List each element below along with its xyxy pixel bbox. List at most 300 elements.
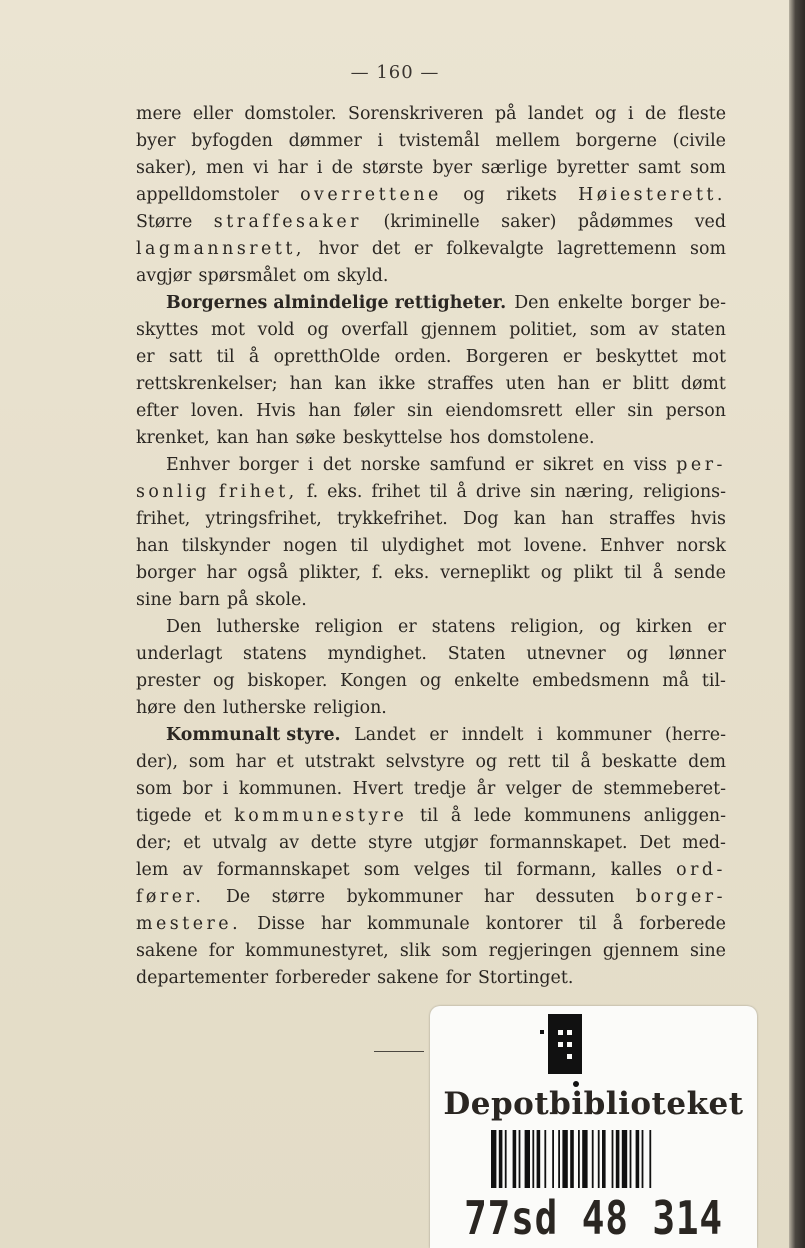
text-word: skyttes — [136, 320, 199, 340]
text-word: opretthOlde — [273, 347, 381, 367]
text-word: kommunens — [524, 806, 631, 826]
text-word: sine — [136, 590, 172, 610]
text-word: å — [612, 914, 624, 934]
text-line — [136, 911, 726, 938]
text-line — [136, 641, 726, 668]
text-word: kan — [334, 374, 367, 394]
text-word: krenket, — [136, 428, 210, 448]
text-word: hos — [449, 428, 481, 448]
text-word: politiet, — [509, 320, 578, 340]
text-word: slik — [399, 941, 431, 961]
text-word: lutherske — [216, 617, 300, 637]
text-word: som — [689, 158, 726, 178]
text-word: lutherske — [222, 698, 307, 718]
text-word: eks. — [327, 482, 363, 502]
text-line — [136, 830, 726, 857]
text-word: kan — [513, 509, 546, 529]
text-word: og — [475, 752, 498, 772]
text-word: norske — [360, 455, 421, 475]
text-word: til — [350, 536, 369, 556]
text-word: å — [580, 752, 591, 772]
text-word: domstoler. — [244, 104, 337, 124]
text-word: høre — [136, 698, 177, 718]
text-word: religion. — [313, 698, 387, 718]
text-word: fleste — [677, 104, 726, 124]
text-word: prester — [136, 671, 201, 691]
text-word: De — [225, 887, 251, 907]
text-word: appelldomstoler — [136, 185, 279, 205]
text-word: staten — [671, 320, 726, 340]
text-word: verneplikt — [440, 563, 530, 583]
text-line — [136, 884, 726, 911]
body-text — [136, 101, 726, 992]
text-word: de — [331, 158, 354, 178]
text-line — [136, 668, 726, 695]
text-word: religion — [314, 617, 383, 637]
text-word: kirken — [635, 617, 693, 637]
text-word: han — [557, 374, 591, 394]
text-word: f. — [306, 482, 319, 502]
text-word: tigede — [136, 806, 192, 826]
text-word: næring, — [564, 482, 635, 502]
text-word: overfall — [341, 320, 409, 340]
text-word: Den — [514, 293, 550, 313]
text-word: på — [227, 590, 249, 610]
text-line — [136, 182, 726, 209]
text-line — [136, 290, 726, 317]
text-word: mot — [211, 320, 245, 340]
text-word: til — [484, 860, 503, 880]
text-line — [136, 614, 726, 641]
text-word: ytringsfrihet, — [205, 509, 322, 529]
text-line — [136, 479, 726, 506]
text-line — [136, 101, 726, 128]
text-word: har — [206, 563, 237, 583]
text-word: å — [450, 806, 462, 826]
text-word: saker) — [501, 212, 557, 232]
text-word: blitt — [632, 374, 669, 394]
text-word: sikret — [542, 455, 594, 475]
text-word: i — [307, 455, 314, 475]
text-word: be- — [698, 293, 726, 313]
text-word: men — [205, 158, 244, 178]
text-word: som — [589, 320, 626, 340]
text-word: regjeringen — [488, 941, 592, 961]
barcode-icon — [491, 1130, 699, 1188]
text-word: og — [213, 671, 235, 691]
text-word: orden. — [394, 347, 452, 367]
text-word: har — [235, 752, 266, 772]
book-spine-edge — [789, 0, 805, 1248]
text-word: statens — [243, 644, 307, 664]
text-word: eks. — [394, 563, 430, 583]
text-line — [136, 209, 726, 236]
text-word: kommunestyret, — [245, 941, 389, 961]
text-word: kommunale — [367, 914, 470, 934]
text-word: saker), — [136, 158, 197, 178]
text-word: religions- — [643, 482, 726, 502]
text-word: velger — [505, 779, 562, 799]
text-word: i — [537, 725, 543, 745]
text-word: hvor — [318, 239, 359, 259]
text-word: å — [248, 347, 260, 367]
text-word: i — [377, 131, 384, 151]
text-word: Høiesterett. — [578, 185, 726, 205]
page-number: — 160 — — [350, 62, 440, 83]
text-word: vi — [253, 158, 269, 178]
text-word: borgerne — [575, 131, 657, 151]
text-line — [136, 344, 726, 371]
text-word: og — [626, 644, 649, 664]
text-word: ord- — [676, 860, 726, 880]
text-word: Hvert — [352, 779, 404, 799]
shelf-number: 77sd 48 314 — [464, 1191, 723, 1245]
text-word: kommuner — [556, 725, 652, 745]
text-word: Borgernes almindelige rettigheter. — [166, 293, 507, 313]
text-word: lede — [474, 806, 512, 826]
text-word: det — [371, 239, 401, 259]
text-word: utgjør — [424, 833, 478, 853]
text-word: per- — [676, 455, 726, 475]
text-word: å — [652, 563, 664, 583]
depotbiblioteket-logo-icon — [535, 1010, 595, 1090]
text-word: mot — [692, 347, 726, 367]
text-word: av — [638, 320, 659, 340]
text-word: sakene — [377, 968, 439, 988]
text-word: trykkefrihet. — [337, 509, 448, 529]
text-word: beskyttelse — [342, 428, 443, 448]
text-word: er — [707, 617, 726, 637]
text-word: han — [136, 536, 169, 556]
text-word: underlagt — [136, 644, 223, 664]
text-word: har — [277, 158, 308, 178]
text-word: samt — [637, 158, 681, 178]
text-word: sin — [627, 401, 654, 421]
text-word: enkelte — [454, 671, 520, 691]
text-word: særlige — [481, 158, 548, 178]
text-word: plikt — [573, 563, 613, 583]
text-word: for — [208, 941, 234, 961]
text-word: som — [441, 941, 478, 961]
text-word: er — [562, 347, 582, 367]
text-word: dømmer — [288, 131, 362, 151]
text-word: eiendomsrett — [445, 401, 563, 421]
text-word: borger- — [635, 887, 726, 907]
text-word: mot — [477, 536, 512, 556]
text-word: han — [561, 509, 594, 529]
text-word: han — [308, 401, 342, 421]
text-word: forberede — [639, 914, 726, 934]
text-word: straffesaker — [213, 212, 362, 232]
text-word: (herre- — [664, 725, 726, 745]
text-word: lagrettemenn — [557, 239, 677, 259]
text-word: mellem — [495, 131, 561, 151]
text-word: Enhver — [600, 536, 664, 556]
text-word: beskyttet — [595, 347, 678, 367]
text-word: avgjør — [136, 266, 192, 286]
text-word: plikter, — [298, 563, 361, 583]
text-word: dømt — [680, 374, 726, 394]
text-word: har — [484, 887, 514, 907]
text-word: har — [321, 914, 351, 934]
text-word: pådømmes — [577, 212, 674, 232]
text-word: mestere. — [136, 914, 242, 934]
text-word: den — [183, 698, 216, 718]
text-word: fører. — [136, 887, 205, 907]
text-word: er — [413, 239, 433, 259]
text-line — [136, 749, 726, 776]
text-word: og — [599, 617, 621, 637]
text-word: sin — [407, 401, 433, 421]
text-word: rettskrenkelser; — [136, 374, 278, 394]
text-word: et — [183, 833, 201, 853]
text-word: Kongen — [340, 671, 407, 691]
text-word: på — [494, 104, 517, 124]
text-line — [136, 722, 726, 749]
text-word: formannskapet. — [489, 833, 628, 853]
text-word: lovene. — [523, 536, 588, 556]
text-word: til — [429, 482, 448, 502]
text-word: f. — [371, 563, 384, 583]
text-word: lagmannsrett, — [136, 239, 305, 259]
text-word: Staten — [447, 644, 506, 664]
text-word: bor — [182, 779, 213, 799]
text-line — [136, 965, 726, 992]
text-word: føler — [353, 401, 395, 421]
end-divider-rule — [374, 1051, 424, 1052]
text-word: barn — [178, 590, 220, 610]
text-word: sakene — [136, 941, 198, 961]
text-word: statens — [431, 617, 496, 637]
text-word: og — [463, 185, 485, 205]
text-word: (kriminelle — [383, 212, 480, 232]
text-word: enkelte — [557, 293, 623, 313]
text-line — [136, 560, 726, 587]
text-word: i — [316, 158, 323, 178]
text-word: byer — [136, 131, 176, 151]
text-word: skole. — [255, 590, 307, 610]
text-word: gjennem — [602, 941, 679, 961]
text-word: biskoper. — [247, 671, 328, 691]
text-word: til- — [701, 671, 726, 691]
text-word: i — [627, 104, 634, 124]
text-word: de — [645, 104, 667, 124]
text-word: sonlig — [136, 482, 210, 502]
text-word: til — [623, 563, 642, 583]
text-line — [136, 938, 726, 965]
text-word: om — [302, 266, 330, 286]
text-word: byer — [432, 158, 473, 178]
text-word: sine — [690, 941, 726, 961]
text-word: et — [204, 806, 222, 826]
text-word: største — [362, 158, 424, 178]
text-word: eller — [574, 401, 615, 421]
text-word: satt — [168, 347, 203, 367]
text-word: ulydighet — [381, 536, 465, 556]
text-word: han — [255, 428, 289, 448]
text-word: byfogden — [191, 131, 273, 151]
text-word: kommunestyre — [234, 806, 408, 826]
text-word: utstrakt — [304, 752, 375, 772]
text-word: Hvis — [256, 401, 296, 421]
text-word: dessuten — [535, 887, 615, 907]
text-word: dette — [310, 833, 357, 853]
text-word: frihet, — [218, 482, 298, 502]
text-word: med- — [682, 833, 726, 853]
text-word: stemmeberet- — [603, 779, 726, 799]
text-word: til — [216, 347, 235, 367]
text-line — [136, 236, 726, 263]
text-word: han — [289, 374, 323, 394]
text-word: utvalg — [212, 833, 268, 853]
text-word: av — [278, 833, 300, 853]
text-word: styre — [368, 833, 413, 853]
text-word: lem — [136, 860, 169, 880]
text-line — [136, 371, 726, 398]
text-word: som — [363, 860, 400, 880]
text-line — [136, 263, 726, 290]
text-word: samfund — [429, 455, 506, 475]
text-word: søke — [295, 428, 336, 448]
text-word: myndighet. — [327, 644, 427, 664]
text-word: Stortinget. — [477, 968, 574, 988]
text-word: som — [690, 239, 726, 259]
text-word: å — [456, 482, 467, 502]
text-word: de — [571, 779, 594, 799]
text-line — [136, 317, 726, 344]
text-word: er — [136, 347, 155, 367]
text-word: vold — [257, 320, 295, 340]
text-word: inndelt — [461, 725, 524, 745]
text-word: straffes — [609, 509, 676, 529]
text-word: Større — [136, 212, 193, 232]
text-word: en — [602, 455, 625, 475]
text-word: bykommuner — [346, 887, 463, 907]
text-word: efter — [136, 401, 179, 421]
text-word: sin — [530, 482, 556, 502]
text-word: Det — [639, 833, 671, 853]
text-line — [136, 776, 726, 803]
text-word: der), — [136, 752, 179, 772]
text-word: byretter — [556, 158, 629, 178]
text-word: til — [420, 806, 439, 826]
text-word: frihet, — [136, 509, 191, 529]
text-word: nogen — [282, 536, 338, 556]
text-word: borger — [238, 455, 299, 475]
text-word: domstolene. — [487, 428, 595, 448]
text-word: norsk — [676, 536, 726, 556]
text-line — [136, 695, 726, 722]
text-word: er — [514, 455, 534, 475]
text-word: overrettene — [300, 185, 442, 205]
text-word: tvistemål — [398, 131, 480, 151]
text-word: hvis — [690, 509, 726, 529]
text-word: formannskapet — [216, 860, 350, 880]
text-word: velges — [413, 860, 470, 880]
text-word: departementer — [136, 968, 269, 988]
text-word: kontorer — [485, 914, 563, 934]
text-word: og — [419, 671, 442, 691]
text-word: til — [578, 914, 597, 934]
text-word: og — [540, 563, 563, 583]
text-line — [136, 128, 726, 155]
text-word: landet — [527, 104, 584, 124]
text-line — [136, 506, 726, 533]
text-word: til — [551, 752, 570, 772]
text-word: der; — [136, 833, 172, 853]
text-word: dem — [688, 752, 726, 772]
text-word: lønner — [668, 644, 726, 664]
text-word: drive — [475, 482, 521, 502]
text-word: sende — [674, 563, 726, 583]
text-word: Enhver — [166, 455, 230, 475]
text-line — [136, 398, 726, 425]
text-word: selvstyre — [385, 752, 465, 772]
text-word: ved — [694, 212, 726, 232]
text-word: tilskynder — [181, 536, 271, 556]
text-word: anliggen- — [643, 806, 726, 826]
text-word: forbereder — [275, 968, 371, 988]
text-word: må — [662, 671, 690, 691]
text-word: skyld. — [336, 266, 389, 286]
text-word: kalles — [610, 860, 662, 880]
text-word: eller — [192, 104, 233, 124]
text-line — [136, 155, 726, 182]
text-word: tredje — [413, 779, 467, 799]
text-word: borger — [136, 563, 196, 583]
text-line — [136, 803, 726, 830]
text-word: som — [188, 752, 225, 772]
text-word: ikke — [378, 374, 416, 394]
text-word: Kommunalt styre. — [166, 725, 341, 745]
text-word: embedsmenn — [532, 671, 650, 691]
text-word: (civile — [672, 131, 726, 151]
text-word: er — [398, 617, 417, 637]
text-line — [136, 533, 726, 560]
text-word: et — [276, 752, 294, 772]
text-word: er — [429, 725, 448, 745]
text-word: rett — [508, 752, 541, 772]
text-word: utnevner — [526, 644, 606, 664]
text-word: spørsmålet — [198, 266, 296, 286]
text-line — [136, 857, 726, 884]
text-word: Den — [166, 617, 202, 637]
text-line — [136, 587, 726, 614]
text-word: som — [136, 779, 172, 799]
text-word: rikets — [506, 185, 557, 205]
text-word: større — [271, 887, 326, 907]
text-word: beskatte — [601, 752, 678, 772]
text-word: år — [476, 779, 496, 799]
text-word: religion, — [510, 617, 585, 637]
text-word: Landet — [354, 725, 416, 745]
text-word: og — [594, 104, 617, 124]
text-word: folkevalgte — [446, 239, 544, 259]
text-word: Disse — [257, 914, 305, 934]
text-word: person — [665, 401, 726, 421]
text-word: Dog — [463, 509, 499, 529]
text-word: av — [182, 860, 203, 880]
text-word: straffes — [427, 374, 494, 394]
text-word: også — [247, 563, 289, 583]
text-word: Borgeren — [465, 347, 549, 367]
text-word: det — [322, 455, 352, 475]
text-word: frihet — [371, 482, 421, 502]
text-word: uten — [505, 374, 546, 394]
text-word: formann, — [516, 860, 597, 880]
text-word: og — [307, 320, 329, 340]
text-word: kan — [216, 428, 249, 448]
